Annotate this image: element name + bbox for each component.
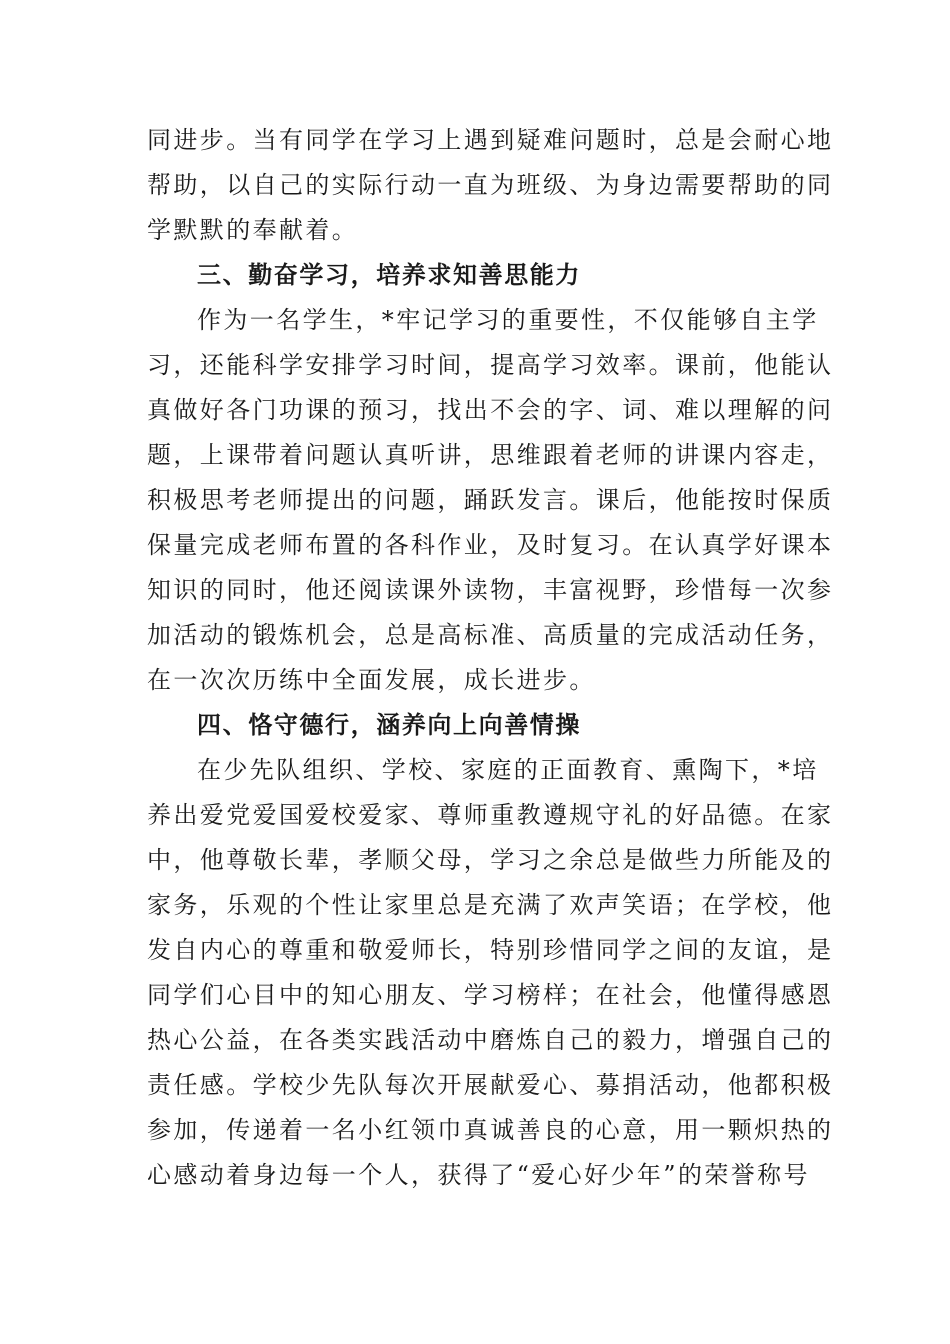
section-heading-3: 三、勤奋学习，培养求知善思能力 [197,261,581,289]
paragraph-line: 保量完成老师布置的各科作业，及时复习。在认真学好课本 [147,531,834,559]
paragraph-line: 同学们心目中的知心朋友、学习榜样；在社会，他懂得感恩 [147,981,834,1009]
document-body [147,118,834,1198]
paragraph-line: 责任感。学校少先队每次开展献爱心、募捐活动，他都积极 [147,1071,834,1099]
paragraph-line: 知识的同时，他还阅读课外读物，丰富视野，珍惜每一次参 [147,576,834,604]
paragraph-line: 中，他尊敬长辈，孝顺父母，学习之余总是做些力所能及的 [147,846,834,874]
paragraph-line: 作为一名学生，*牢记学习的重要性，不仅能够自主学 [197,306,819,334]
paragraph-line: 参加，传递着一名小红领巾真诚善良的心意，用一颗炽热的 [147,1116,834,1144]
paragraph-line: 在少先队组织、学校、家庭的正面教育、熏陶下，*培 [197,756,819,784]
paragraph-line: 学默默的奉献着。 [147,216,359,244]
paragraph-line: 同进步。当有同学在学习上遇到疑难问题时，总是会耐心地 [147,126,834,154]
paragraph-line: 帮助，以自己的实际行动一直为班级、为身边需要帮助的同 [147,171,834,199]
paragraph-line: 发自内心的尊重和敬爱师长，特别珍惜同学之间的友谊，是 [147,936,834,964]
paragraph-line: 习，还能科学安排学习时间，提高学习效率。课前，他能认 [147,351,834,379]
paragraph-line: 养出爱党爱国爱校爱家、尊师重教遵规守礼的好品德。在家 [147,801,834,829]
paragraph-line: 心感动着身边每一个人，获得了“爱心好少年”的荣誉称号 [147,1161,810,1189]
section-heading-4: 四、恪守德行，涵养向上向善情操 [197,711,581,739]
paragraph-line: 题，上课带着问题认真听讲，思维跟着老师的讲课内容走， [147,441,834,469]
paragraph-line: 加活动的锻炼机会，总是高标准、高质量的完成活动任务， [147,621,834,649]
paragraph-line: 家务，乐观的个性让家里总是充满了欢声笑语；在学校，他 [147,891,834,919]
paragraph-line: 热心公益，在各类实践活动中磨炼自己的毅力，增强自己的 [147,1026,834,1054]
paragraph-line: 真做好各门功课的预习，找出不会的字、词、难以理解的问 [147,396,834,424]
paragraph-line: 积极思考老师提出的问题，踊跃发言。课后，他能按时保质 [147,486,834,514]
paragraph-line: 在一次次历练中全面发展，成长进步。 [147,666,596,694]
